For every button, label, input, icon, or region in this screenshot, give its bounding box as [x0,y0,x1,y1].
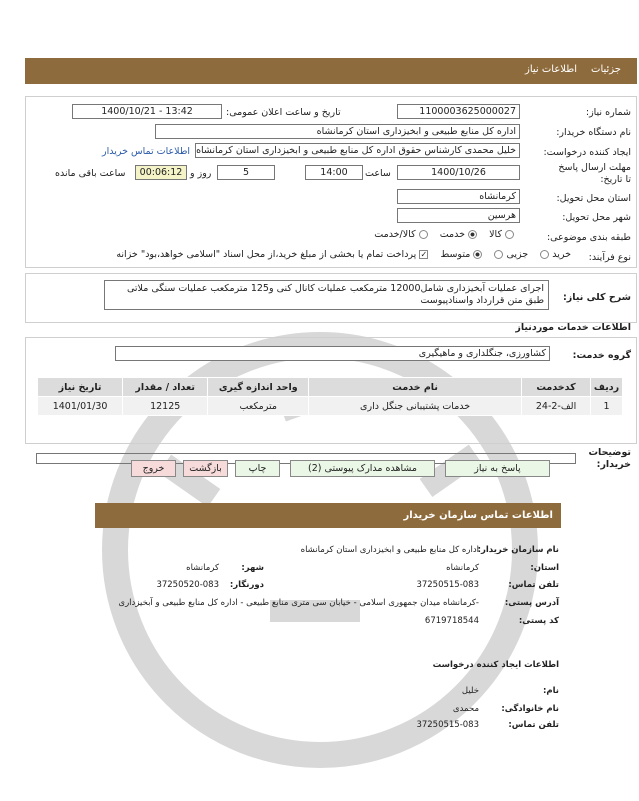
tab-need-info[interactable]: اطلاعات نیاز [525,64,577,75]
contact-phone: 37250515-083 [416,580,479,590]
cat-service-radio[interactable] [468,230,477,239]
col-name: نام خدمت [309,378,522,397]
category-radio-group [374,229,514,240]
contact-province-label: استان: [530,563,559,573]
announce-field: 1400/10/21 - 13:42 [72,104,222,119]
province-label: استان محل تحویل: [556,193,631,204]
contact-city: کرمانشاه [186,563,219,573]
proc-medium-label: متوسط [440,249,471,260]
tab-details[interactable]: جزئیات [591,64,621,75]
contact-postal-label: کد پستی: [518,616,559,626]
services-heading: اطلاعات خدمات موردنیاز [515,322,631,333]
contact-fax-label: دورنگار: [229,580,264,590]
deadline-time-field: 14:00 [305,165,363,180]
creator-heading: اطلاعات ایجاد کننده درخواست [432,660,559,670]
category-label: طبقه بندی موضوعی: [546,232,631,243]
attachments-button[interactable]: مشاهده مدارک پیوستی (2) [290,460,435,477]
creator-phone: 37250515-083 [416,720,479,730]
days-label: روز و [190,168,212,179]
city-field: هرسین [397,208,520,223]
province-field: کرمانشاه [397,189,520,204]
services-table [37,377,623,416]
buyer-notes-label: توضیحات خریدار: [588,447,631,470]
cell-unit: مترمکعب [208,397,309,416]
buyer-contact-link[interactable]: اطلاعات تماس خریدار [102,146,191,157]
creator-first-name: خلیل [461,686,479,696]
remaining-label: ساعت باقی مانده [55,168,126,179]
back-button[interactable]: بازگشت [183,460,228,477]
need-number-field: 1100003625000027 [397,104,520,119]
announce-label: تاریخ و ساعت اعلان عمومی: [226,107,341,118]
proc-buy-radio[interactable] [540,250,549,259]
contact-phone-label: تلفن تماس: [508,580,559,590]
col-qty: تعداد / مقدار [123,378,208,397]
proc-small-label: جزیی [506,249,529,260]
process-radio-group [116,249,571,260]
reply-button[interactable]: پاسخ به نیاز [445,460,550,477]
contact-org-name-label: نام سازمان خریدار: [477,545,559,555]
col-code: کدخدمت [521,378,590,397]
requester-field: خلیل محمدی کارشناس حقوق اداره کل منابع طبیعی و ابخیزداری استان کرمانشاه [195,143,520,158]
service-group-label: گروه خدمت: [572,350,631,361]
deadline-label: مهلت ارسال پاسخ تا تاریخ: [558,162,631,185]
buyer-org-label: نام دستگاه خریدار: [556,127,631,138]
need-number-label: شماره نیاز: [585,107,631,118]
proc-medium-radio[interactable] [473,250,482,259]
contact-address: -کرمانشاه میدان جمهوری اسلامی - خیابان سی متری منابع طبیعی - اداره کل منابع طبیعی و آبخیزداری [118,598,479,608]
contact-fax: 37250520-083 [156,580,219,590]
cat-goods-label: کالا [489,229,502,240]
process-label: نوع فرآیند: [588,252,631,263]
col-row: ردیف [591,378,623,397]
need-info-panel [25,96,637,268]
creator-last-name-label: نام خانوادگی: [501,704,559,714]
cell-date: 1401/01/30 [38,397,123,416]
contact-province: کرمانشاه [446,563,479,573]
cat-goods-service-radio[interactable] [419,230,428,239]
contact-city-label: شهر: [241,563,264,573]
contact-postal: 6719718544 [424,616,479,626]
proc-small-radio[interactable] [494,250,503,259]
description-text: اجرای عملیات آبخیزداری شامل12000 مترمکعب عملیات کانال کنی و125 مترمکعب عملیات سنگی ملاتی طبق متن قرارداد واسنادپیوست [104,280,549,310]
cell-name: خدمات پشتیبانی جنگل داری [309,397,522,416]
contact-org-name: اداره کل منابع طبیعی و ابخیزداری استان کرمانشاه [300,545,479,555]
contact-address-label: آدرس پستی: [504,598,559,608]
contact-header-title: اطلاعات تماس سازمان خریدار [403,510,553,521]
cell-qty: 12125 [123,397,208,416]
description-label: شرح کلی نیاز: [562,292,631,303]
creator-first-name-label: نام: [542,686,559,696]
proc-buy-label: خرید [552,249,571,260]
print-button[interactable]: چاپ [235,460,280,477]
cat-goods-radio[interactable] [505,230,514,239]
cell-row: 1 [591,397,623,416]
deadline-date-field: 1400/10/26 [397,165,520,180]
creator-last-name: محمدی [452,704,479,714]
table-row [38,397,623,416]
city-label: شهر محل تحویل: [562,212,631,223]
service-group-field: کشاورزی، جنگلداری و ماهیگیری [115,346,550,361]
col-date: تاریخ نیاز [38,378,123,397]
requester-label: ایجاد کننده درخواست: [543,147,631,158]
deadline-time-label: ساعت [365,168,391,179]
days-field: 5 [217,165,275,180]
payment-checkbox[interactable]: ✓ [420,250,428,259]
creator-phone-label: تلفن تماس: [508,720,559,730]
cat-goods-service-label: کالا/خدمت [374,229,416,240]
cat-service-label: خدمت [439,229,465,240]
col-unit: واحد اندازه گیری [208,378,309,397]
remaining-time-field: 00:06:12 [135,165,187,180]
buyer-org-field: اداره کل منابع طبیعی و ابخیزداری استان کرمانشاه [155,124,520,139]
cell-code: الف-2-24 [521,397,590,416]
payment-note: پرداخت تمام یا بخشی از مبلغ خرید،از محل اسناد "اسلامی خواهد،بود" خزانه [116,249,417,260]
exit-button[interactable]: خروج [131,460,176,477]
